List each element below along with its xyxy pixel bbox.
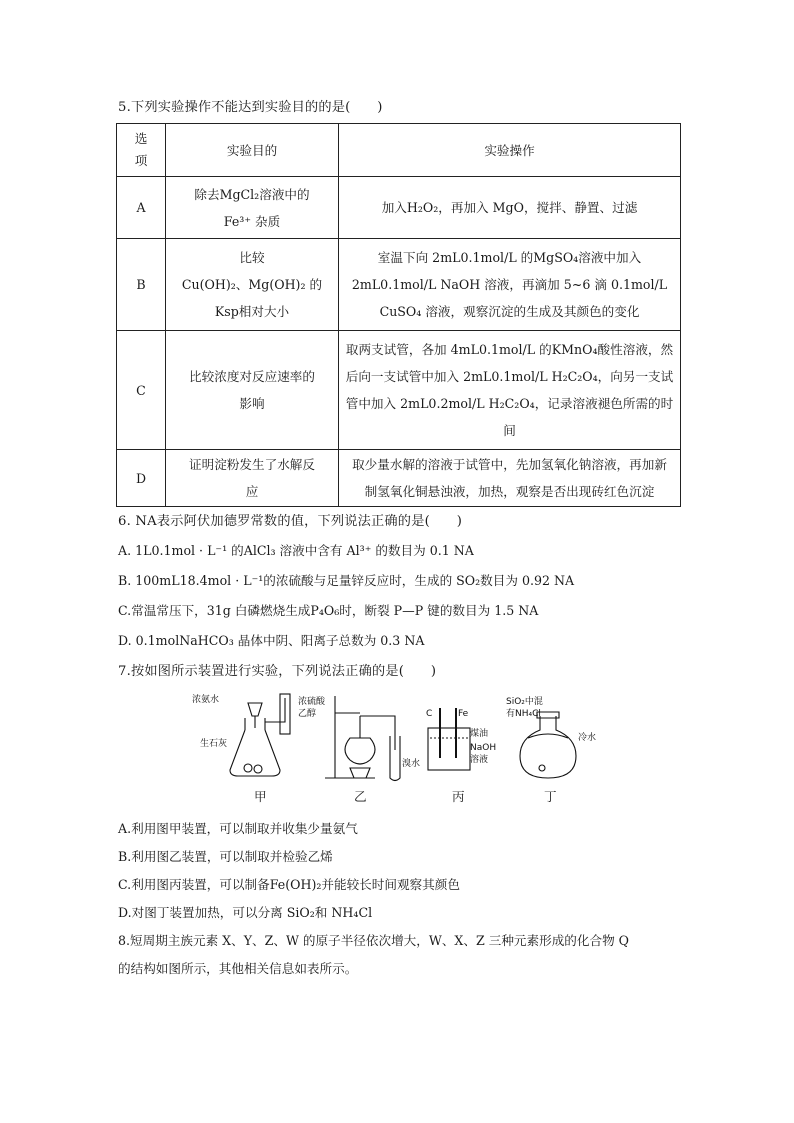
anno-yi-top1: 浓硫酸: [298, 697, 326, 707]
table-row: [117, 450, 681, 507]
apparatus-yi: [298, 695, 420, 781]
row-operation: [339, 239, 681, 331]
table-row: [117, 331, 681, 450]
apparatus-diagram: [190, 688, 610, 788]
row-option: D: [117, 450, 166, 507]
q6-option-b: B. 100mL18.4mol · L⁻¹的浓硫酸与足量锌反应时，生成的 SO₂数目为 0.92 NA: [118, 573, 575, 588]
row-option: C: [117, 331, 166, 450]
q7-option-a: A.利用图甲装置，可以制取并收集少量氨气: [118, 821, 358, 836]
goal-line: Ksp相对大小: [214, 304, 290, 319]
operation-line: 制氢氧化铜悬浊液，加热，观察是否出现砖红色沉淀: [364, 484, 655, 499]
header-goal: 实验目的: [166, 124, 339, 177]
row-operation: [339, 331, 681, 450]
row-operation: [339, 177, 681, 239]
anno-bing-oil: 煤油: [470, 729, 489, 739]
anno-ding-top2: 有NH₄Cl: [506, 709, 541, 719]
goal-line: Cu(OH)₂、Mg(OH)₂ 的: [181, 277, 323, 292]
goal-line: 比较: [239, 250, 265, 265]
table-row: [117, 239, 681, 331]
figure-label-yi: 乙: [354, 789, 367, 804]
table-row: [117, 177, 681, 239]
q7-option-b: B.利用图乙装置，可以制取并检验乙烯: [118, 849, 333, 864]
anno-bing-fe: Fe: [458, 709, 469, 719]
q8-line-2: 的结构如图所示，其他相关信息如表所示。: [118, 961, 358, 976]
row-goal: [166, 450, 339, 507]
header-operation: 实验操作: [339, 124, 681, 177]
figure-label-ding: 丁: [544, 789, 557, 804]
anno-jia-side: 生石灰: [200, 739, 228, 749]
apparatus-jia: [192, 693, 290, 776]
operation-line: 室温下向 2mL0.1mol/L 的MgSO₄溶液中加入: [377, 250, 642, 265]
q5-title: 5.下列实验操作不能达到实验目的的是( ): [118, 100, 383, 115]
figure-label-bing: 丙: [452, 789, 465, 804]
q6-option-d: D. 0.1molNaHCO₃ 晶体中阴、阳离子总数为 0.3 NA: [118, 633, 425, 648]
goal-line: 应: [245, 484, 259, 499]
q7-title: 7.按如图所示装置进行实验，下列说法正确的是( ): [118, 664, 437, 679]
operation-line: 间: [503, 423, 516, 438]
apparatus-figures: [190, 688, 610, 808]
figure-label-jia: 甲: [254, 789, 267, 804]
anno-yi-top2: 乙醇: [298, 709, 317, 719]
goal-line: Fe³⁺ 杂质: [223, 213, 281, 229]
operation-line: 管中加入 2mL0.2mol/L H₂C₂O₄，记录溶液褪色所需的时: [345, 396, 674, 411]
header-option: 选 项: [117, 124, 166, 177]
row-option: A: [117, 177, 166, 239]
row-goal: [166, 177, 339, 239]
goal-line: 除去MgCl₂溶液中的: [194, 186, 310, 202]
experiment-table: [116, 123, 681, 507]
q7-option-d: D.对图丁装置加热，可以分离 SiO₂和 NH₄Cl: [118, 905, 373, 920]
q7-option-c: C.利用图丙装置，可以制备Fe(OH)₂并能较长时间观察其颜色: [118, 877, 460, 892]
anno-ding-side: 冷水: [578, 733, 597, 743]
anno-jia-top: 浓氨水: [192, 695, 220, 705]
q6-option-c: C.常温常压下，31g 白磷燃烧生成P₄O₆时，断裂 P—P 键的数目为 1.5 NA: [118, 603, 539, 618]
anno-bing-naoh1: NaOH: [470, 743, 497, 753]
operation-line: 取少量水解的溶液于试管中，先加氢氧化钠溶液，再加新: [352, 457, 667, 472]
goal-line: 影响: [239, 396, 265, 411]
operation-line: 2mL0.1mol/L NaOH 溶液，再滴加 5~6 滴 0.1mol/L: [351, 277, 668, 292]
goal-line: 比较浓度对反应速率的: [189, 369, 315, 384]
apparatus-ding: [506, 695, 596, 778]
row-goal: [166, 331, 339, 450]
operation-line: 后向一支试管中加入 2mL0.1mol/L H₂C₂O₄，向另一支试: [345, 369, 674, 384]
row-goal: [166, 239, 339, 331]
operation-line: 取两支试管，各加 4mL0.1mol/L 的KMnO₄酸性溶液，然: [345, 342, 674, 357]
row-operation: [339, 450, 681, 507]
anno-yi-side: 溴水: [402, 759, 421, 769]
row-option: B: [117, 239, 166, 331]
operation-line: CuSO₄ 溶液，观察沉淀的生成及其颜色的变化: [379, 304, 640, 319]
anno-ding-top1: SiO₂中混: [506, 697, 543, 707]
goal-line: 证明淀粉发生了水解反: [189, 457, 315, 472]
q6-option-a: A. 1L0.1mol · L⁻¹ 的AlCl₃ 溶液中含有 Al³⁺ 的数目为 0.1 NA: [118, 543, 474, 558]
operation-line: 加入H₂O₂，再加入 MgO，搅拌、静置、过滤: [381, 200, 638, 215]
q8-line-1: 8.短周期主族元素 X、Y、Z、W 的原子半径依次增大，W、X、Z 三种元素形成的化合物 Q: [118, 933, 629, 948]
table-header-row: [117, 124, 681, 177]
apparatus-bing: [426, 708, 496, 770]
q6-title: 6. NA表示阿伏加德罗常数的值，下列说法正确的是( ): [118, 514, 463, 529]
anno-bing-naoh2: 溶液: [470, 755, 489, 765]
anno-bing-c: C: [426, 709, 433, 719]
